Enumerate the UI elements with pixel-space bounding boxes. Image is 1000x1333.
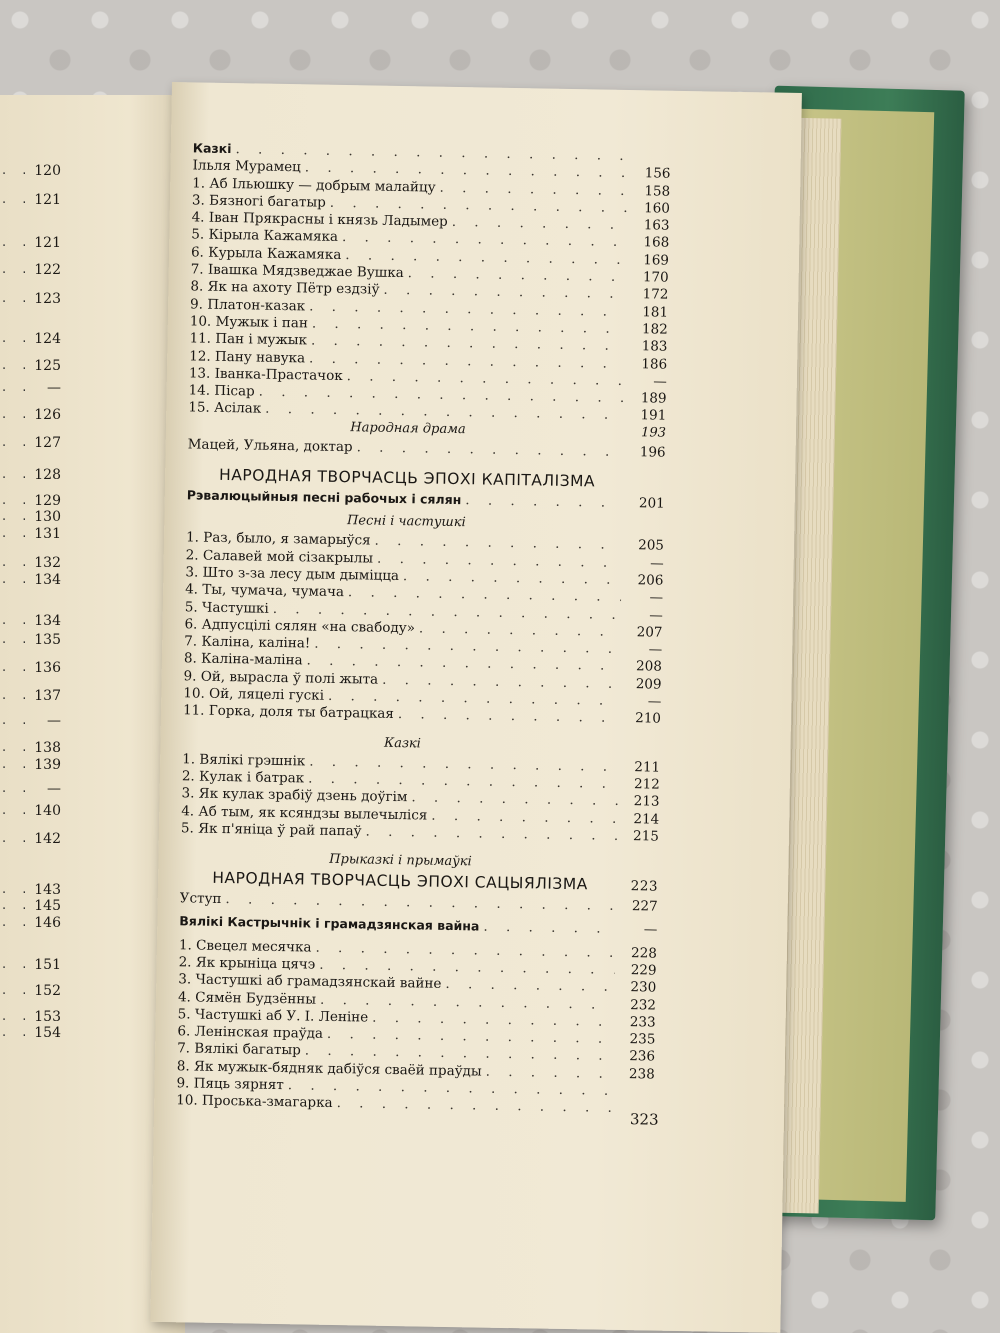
left-page-number: 137 — [34, 688, 61, 704]
leader-dots: . . — [2, 1025, 33, 1040]
entry-title: Казкі — [383, 735, 422, 752]
entry-page — [616, 1095, 654, 1096]
entry-title: 2. Кулак і батрак — [181, 768, 305, 787]
entry-page: 236 — [629, 1048, 656, 1066]
leader-dots: . . — [2, 467, 33, 482]
entry-title: 1. Вялікі грэшнік — [182, 750, 306, 770]
entry-page: — — [653, 373, 667, 390]
entry-title: 4. Іван Прякрасны і князь Ладымер — [191, 209, 448, 231]
entry-page: 214 — [633, 810, 660, 828]
entry-title: Песні і частушкі — [346, 513, 466, 531]
leader-dots: . . — [2, 781, 33, 796]
entry-title: Вялікі Кастрычнік і грамадзянская вайна — [179, 913, 480, 934]
entry-page: 223 — [630, 878, 659, 895]
leader-dots: . . — [2, 163, 33, 178]
entry-page — [622, 751, 660, 752]
leader-dots: . . — [2, 509, 33, 524]
entry-page: 183 — [641, 338, 668, 355]
entry-page: 207 — [636, 624, 663, 641]
entry-page: 169 — [643, 252, 670, 269]
leader-dots — [483, 919, 615, 937]
left-page-number: — — [47, 781, 61, 797]
left-page-number: 132 — [34, 555, 61, 571]
entry-page — [633, 160, 671, 161]
leader-dots: . . — [2, 555, 33, 570]
leader-dots: . . — [2, 493, 33, 508]
entry-page: 191 — [640, 407, 667, 425]
entry-title: 10. Мужык і пан — [189, 313, 309, 332]
entry-page: 170 — [642, 269, 669, 286]
entry-page — [627, 487, 665, 488]
leader-dots: . . — [2, 235, 33, 250]
entry-title: НАРОДНАЯ ТВОРЧАСЦЬ ЭПОХІ САЦЫЯЛІЗМА — [212, 868, 588, 894]
leader-dots — [452, 214, 628, 233]
entry-page: 172 — [642, 286, 669, 304]
leader-dots: . . — [2, 572, 33, 587]
entry-page: — — [649, 589, 664, 606]
left-page-number: 122 — [34, 262, 61, 278]
entry-title: Рэвалюцыйныя песні рабочых і сялян — [186, 487, 462, 508]
leader-dots: . . — [2, 1009, 33, 1024]
entry-title: 4. Аб тым, як ксяндзы вылечыліся — [181, 802, 428, 824]
leader-dots — [439, 179, 628, 198]
leader-dots — [486, 1063, 613, 1081]
left-page-number: — — [47, 713, 61, 729]
leader-dots: . . — [2, 915, 33, 930]
entry-page: 215 — [632, 827, 660, 845]
entry-page: 158 — [644, 182, 671, 200]
leader-dots — [411, 789, 617, 809]
entry-title: 5. Частушкі аб У. І. Леніне — [177, 1006, 369, 1026]
leader-dots: . . — [2, 898, 33, 913]
entry-page: 229 — [630, 962, 657, 979]
entry-title: Народная драма — [350, 419, 466, 437]
leader-dots — [403, 568, 622, 588]
left-page-number: 145 — [34, 898, 61, 914]
entry-page — [626, 529, 664, 530]
entry-title: 8. Як мужык-бядняк дабіўся сваёй праўды — [176, 1058, 482, 1080]
entry-title: Уступ — [179, 890, 222, 908]
left-page-number: 140 — [34, 803, 61, 819]
leader-dots — [445, 976, 614, 995]
left-page-number: 134 — [34, 572, 61, 588]
entry-title: 6. Ленінская праўда — [177, 1023, 324, 1042]
leader-dots: . . — [2, 740, 33, 755]
left-page-number: 135 — [34, 632, 61, 648]
entry-page: 182 — [641, 321, 668, 338]
entry-title: 12. Пану навука — [189, 347, 306, 366]
entry-title: 5. Кірыла Кажамяка — [191, 226, 339, 246]
leader-dots — [408, 265, 627, 285]
entry-page: 235 — [629, 1031, 656, 1048]
leader-dots: . . — [2, 613, 33, 628]
entry-title: 9. Пяць зярнят — [176, 1075, 284, 1094]
left-page-number: 120 — [34, 163, 61, 179]
leader-dots: . . — [2, 660, 33, 675]
left-page-number: 127 — [34, 435, 61, 451]
entry-page: 206 — [637, 572, 664, 589]
entry-page: 156 — [644, 165, 671, 183]
entry-title: 9. Платон-казак — [189, 296, 306, 315]
entry-page: 208 — [635, 658, 663, 676]
entry-page: 232 — [630, 996, 657, 1014]
entry-title: 4. Ты, чумача, чумача — [185, 581, 345, 601]
leader-dots: . . — [2, 957, 33, 972]
entry-title: 1. Свецел месячка — [178, 936, 312, 956]
leader-dots: . . — [2, 983, 33, 998]
entry-page: 228 — [630, 944, 658, 962]
left-page-number: 134 — [34, 613, 61, 629]
leader-dots — [398, 706, 619, 726]
entry-page: 227 — [631, 898, 658, 915]
entry-title: 11. Пан і мужык — [189, 330, 308, 349]
entry-page: 233 — [629, 1014, 656, 1031]
entry-page: 213 — [633, 793, 660, 810]
entry-page: 230 — [630, 979, 657, 996]
left-page-number: — — [47, 380, 61, 396]
left-page-number: 128 — [34, 467, 61, 483]
entry-title: 6. Курыла Кажамяка — [190, 244, 342, 263]
entry-page: 160 — [643, 200, 671, 217]
entry-title: 10. Проська-змагарка — [176, 1092, 333, 1112]
entry-title: НАРОДНАЯ ТВОРЧАСЦЬ ЭПОХІ КАПІТАЛІЗМА — [218, 465, 596, 491]
entry-page: 168 — [643, 234, 670, 252]
left-page-number: 142 — [34, 831, 61, 847]
left-page-number: 151 — [34, 957, 61, 973]
entry-title: 3. Што з-за лесу дым дыміцца — [185, 564, 400, 584]
entry-page: — — [643, 921, 658, 938]
entry-title: 11. Горка, доля ты батрацкая — [182, 702, 395, 723]
left-page-number: 130 — [34, 509, 61, 525]
entry-title: 9. Ой, вырасла ў полі жыта — [183, 668, 379, 688]
entry-title: 1. Раз, было, я замарыўся — [185, 529, 371, 549]
leader-dots: . . — [2, 380, 33, 395]
leader-dots: . . — [2, 291, 33, 306]
entry-title: 14. Пісар — [188, 382, 255, 400]
entry-page: 181 — [642, 303, 669, 321]
entry-page: — — [647, 693, 662, 710]
entry-title: 2. Салавей мой сізакрылы — [185, 546, 374, 567]
entry-title: 6. Адпусцілі сялян «на свабоду» — [184, 616, 416, 637]
leader-dots — [431, 807, 617, 826]
entry-page: 211 — [634, 758, 661, 776]
entry-page — [620, 868, 658, 869]
entry-title: 2. Як крыніца цячэ — [178, 954, 316, 973]
entry-page: 186 — [641, 355, 668, 373]
entry-title: 10. Ой, ляцелі гускі — [183, 685, 325, 704]
left-page-number: 152 — [34, 983, 61, 999]
entry-title: 8. Каліна-маліна — [183, 650, 303, 669]
leader-dots: . . — [2, 435, 33, 450]
entry-page: 209 — [635, 675, 662, 693]
left-page-number: 138 — [34, 740, 61, 756]
entry-title: Казкі — [192, 140, 232, 157]
left-page-number: 146 — [34, 915, 61, 931]
left-page-number: 143 — [34, 882, 61, 898]
leader-dots: . . — [2, 407, 33, 422]
entry-title: 15. Асілак — [188, 399, 262, 418]
left-page-number: 121 — [34, 235, 61, 251]
leader-dots: . . — [2, 526, 33, 541]
leader-dots — [336, 1095, 612, 1116]
entry-page: 205 — [638, 537, 665, 554]
entry-page: 210 — [635, 710, 662, 727]
left-page-number: 123 — [34, 291, 61, 307]
left-page-number: 125 — [34, 358, 61, 374]
leader-dots: . . — [2, 713, 33, 728]
entry-title: 3. Частушкі аб грамадзянскай вайне — [178, 971, 442, 993]
entry-title: 5. Як п'яніца ў рай папаў — [180, 820, 362, 840]
leader-dots: . . — [2, 262, 33, 277]
leader-dots: . . — [2, 831, 33, 846]
table-of-contents — [176, 140, 671, 1118]
left-page-number: 139 — [34, 757, 61, 773]
entry-title: 3. Як кулак зрабіў дзень доўгім — [181, 785, 408, 806]
entry-title: 7. Вялікі багатыр — [176, 1040, 301, 1059]
entry-title: Ільля Мурамец — [192, 157, 301, 176]
entry-title: Прыказкі і прымаўкі — [329, 851, 472, 870]
left-page-number: 153 — [34, 1009, 61, 1025]
leader-dots — [419, 620, 621, 640]
left-page-number: 129 — [34, 493, 61, 509]
entry-page: — — [649, 606, 663, 624]
leader-dots — [465, 492, 623, 511]
leader-dots: . . — [2, 803, 33, 818]
entry-title: 7. Івашка Мядзведжае Вушка — [190, 261, 404, 282]
left-page-number: 136 — [34, 660, 61, 676]
leader-dots: . . — [2, 632, 33, 647]
entry-title: 7. Каліна, каліна! — [184, 633, 311, 652]
leader-dots: . . — [2, 331, 33, 346]
leader-dots: . . — [2, 882, 33, 897]
entry-title: 1. Аб Ільюшку — добрым малайцу — [192, 174, 436, 196]
left-page-number: 121 — [34, 192, 61, 208]
entry-title: 8. Як на ахоту Пётр ездзіў — [190, 278, 380, 299]
entry-page: 196 — [639, 443, 666, 461]
entry-page: 212 — [633, 776, 660, 793]
entry-page: 163 — [643, 217, 670, 234]
entry-page: — — [648, 641, 663, 658]
leader-dots: . . — [2, 688, 33, 703]
entry-page: — — [650, 555, 664, 572]
entry-title: 5. Частушкі — [184, 598, 269, 617]
page-number: 323 — [629, 1110, 659, 1129]
entry-title: Мацей, Ульяна, доктар — [187, 436, 353, 455]
left-page-number: 126 — [34, 407, 61, 423]
entry-title: 4. Сямён Будзённы — [177, 988, 317, 1008]
leader-dots: . . — [2, 757, 33, 772]
entry-page: 189 — [640, 390, 667, 407]
left-page-number: 124 — [34, 331, 61, 347]
entry-page: 238 — [628, 1065, 655, 1083]
entry-title: 3. Бязногі багатыр — [191, 192, 326, 211]
leader-dots: . . — [2, 192, 33, 207]
left-page-number: 154 — [34, 1025, 61, 1041]
entry-title: 13. Іванка-Прастачок — [188, 365, 343, 384]
contents-page — [150, 82, 802, 1333]
entry-page: 193 — [640, 424, 667, 441]
left-page-number: 131 — [34, 526, 61, 542]
leader-dots: . . — [2, 358, 33, 373]
entry-page: 201 — [638, 495, 665, 512]
